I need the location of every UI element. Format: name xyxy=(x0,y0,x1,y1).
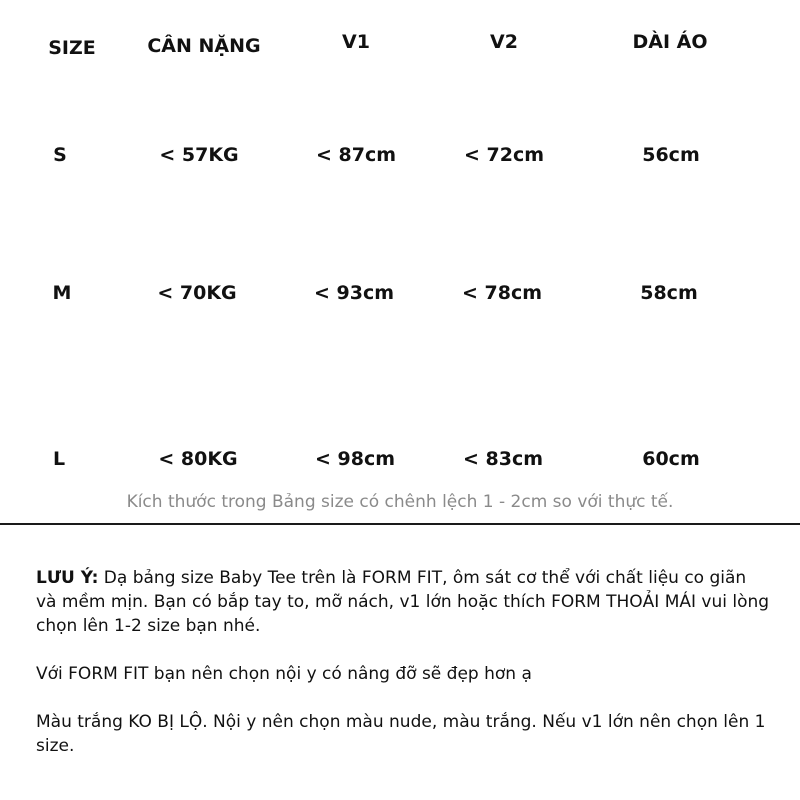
row-l-v1: < 98cm xyxy=(314,448,396,470)
header-v2: V2 xyxy=(490,31,518,53)
notes-label: LƯU Ý: xyxy=(36,568,99,588)
notes-paragraph-2: Với FORM FIT bạn nên chọn nội y có nâng đỡ sẽ đẹp hơn ạ xyxy=(36,664,532,684)
row-s-length: 56cm xyxy=(642,144,700,166)
row-l-size: L xyxy=(52,448,66,470)
row-s-v1: < 87cm xyxy=(315,144,397,166)
section-divider xyxy=(0,523,800,525)
row-s-v2: < 72cm xyxy=(463,144,545,166)
notes-text-1: Dạ bảng size Baby Tee trên là FORM FIT, ôm sát cơ thể với chất liệu co giãn và mềm mịn. Bạn có bắp tay to, mỡ nách, v1 lớn hoặc thích FORM THOẢI MÁI vui lòng chọn lên 1-2 size bạn nhé. xyxy=(36,568,770,636)
row-l-v2: < 83cm xyxy=(462,448,544,470)
row-l-weight: < 80KG xyxy=(158,448,238,470)
notes-paragraph-3: Màu trắng KO BỊ LỘ. Nội y nên chọn màu nude, màu trắng. Nếu v1 lớn nên chọn lên 1 size. xyxy=(36,712,766,756)
row-m-size: M xyxy=(52,282,72,304)
row-l-length: 60cm xyxy=(642,448,700,470)
row-s-weight: < 57KG xyxy=(159,144,239,166)
row-m-length: 58cm xyxy=(640,282,698,304)
row-m-weight: < 70KG xyxy=(157,282,237,304)
header-v1: V1 xyxy=(342,31,370,53)
row-m-v2: < 78cm xyxy=(461,282,543,304)
row-m-v1: < 93cm xyxy=(313,282,395,304)
header-weight: CÂN NẶNG xyxy=(147,35,261,57)
row-s-size: S xyxy=(53,144,67,166)
header-size: SIZE xyxy=(48,37,96,59)
notes-section xyxy=(36,566,772,782)
header-length: DÀI ÁO xyxy=(632,31,708,53)
table-disclaimer: Kích thước trong Bảng size có chênh lệch 1 - 2cm so với thực tế. xyxy=(126,492,674,512)
notes-paragraph-1 xyxy=(36,566,772,638)
